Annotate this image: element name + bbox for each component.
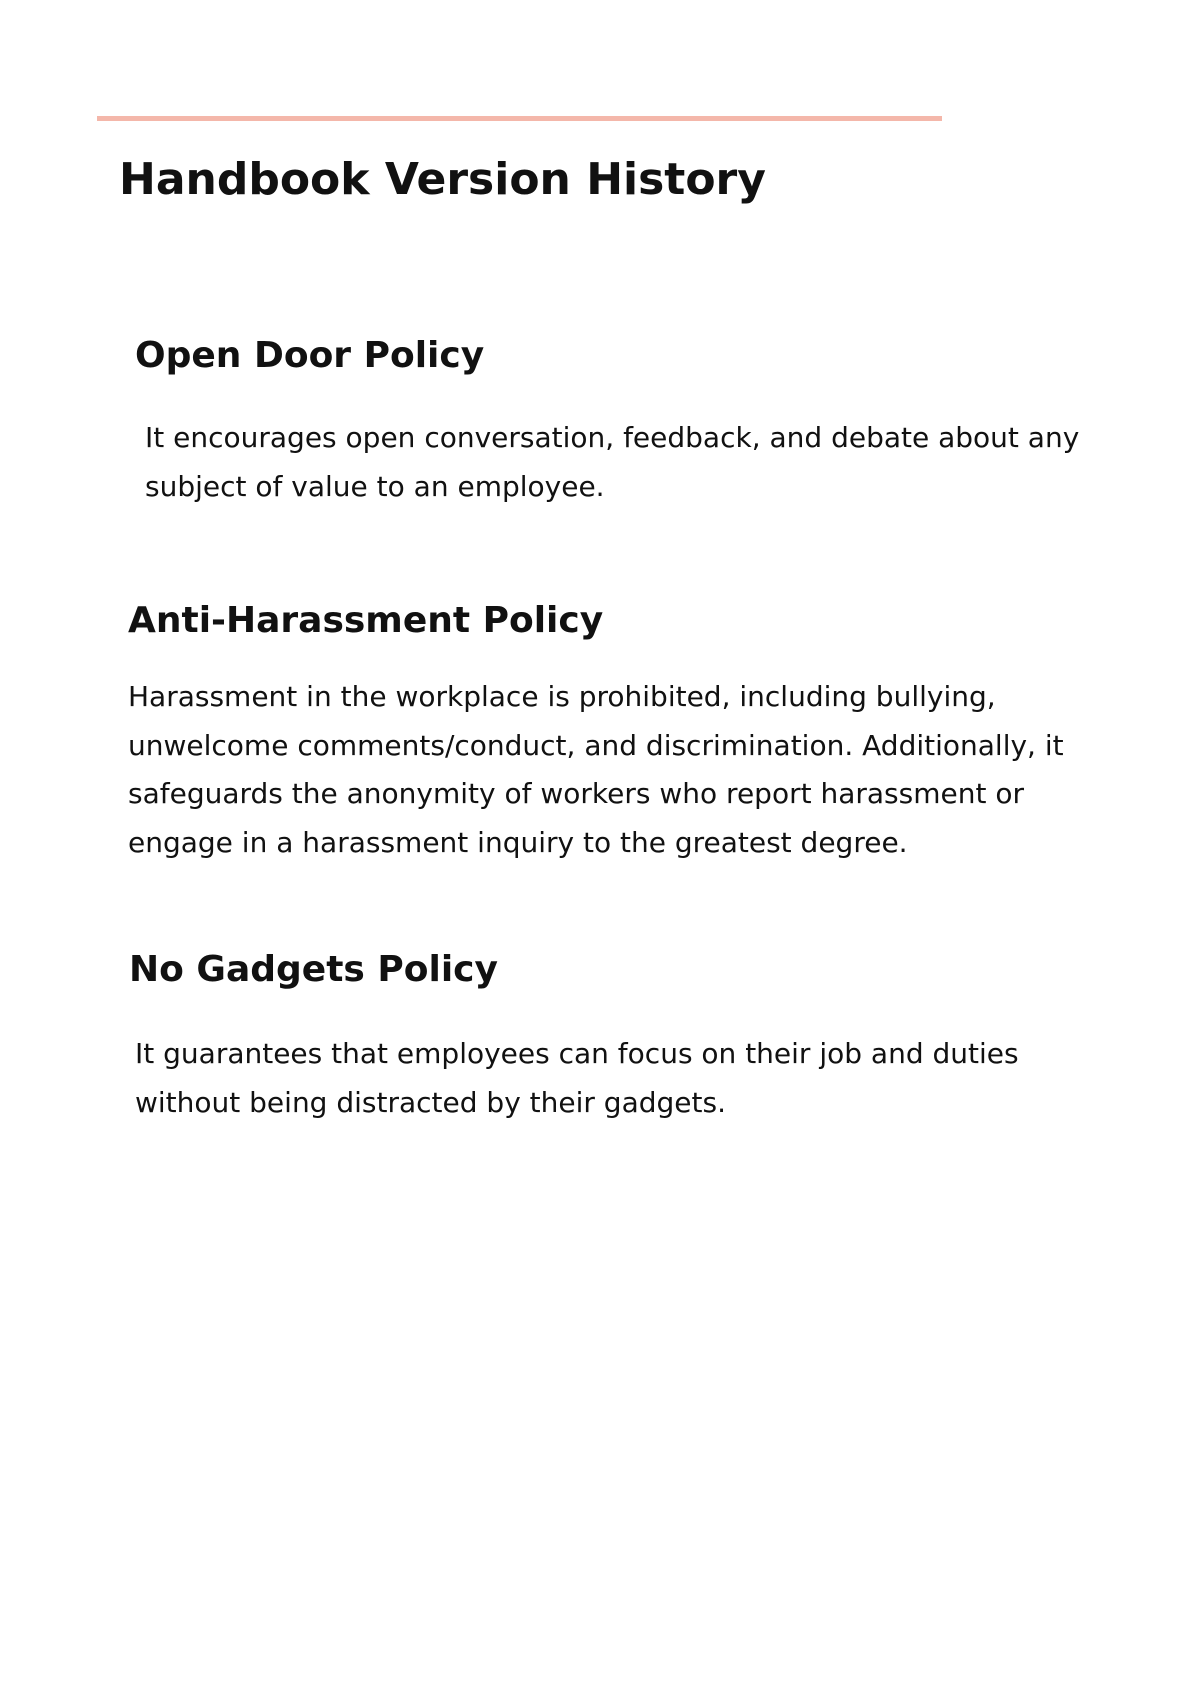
title-accent-rule	[97, 116, 942, 121]
body-line: It guarantees that employees can focus on their job and duties	[135, 1037, 1019, 1070]
section-open-door-policy	[135, 332, 1125, 511]
body-line: without being distracted by their gadgets.	[135, 1085, 726, 1119]
body-line: engage in a harassment inquiry to the greatest degree.	[128, 825, 908, 859]
section-heading: Anti-Harassment Policy	[128, 600, 604, 641]
body-line: unwelcome comments/conduct, and discrimination. Additionally, it	[128, 728, 1064, 762]
section-heading: Open Door Policy	[135, 335, 485, 376]
body-line: It encourages open conversation, feedback, and debate about any	[145, 421, 1080, 454]
page-title: Handbook Version History	[119, 154, 766, 205]
body-line: subject of value to an employee.	[145, 469, 605, 503]
section-no-gadgets-policy	[129, 946, 1115, 1127]
body-line: Harassment in the workplace is prohibited, including bullying,	[128, 680, 996, 713]
section-body	[135, 1030, 1115, 1127]
section-anti-harassment-policy	[128, 597, 1108, 867]
body-line: safeguards the anonymity of workers who report harassment or	[128, 777, 1024, 810]
section-body	[128, 673, 1108, 867]
section-body	[145, 414, 1125, 511]
section-heading: No Gadgets Policy	[129, 949, 498, 990]
